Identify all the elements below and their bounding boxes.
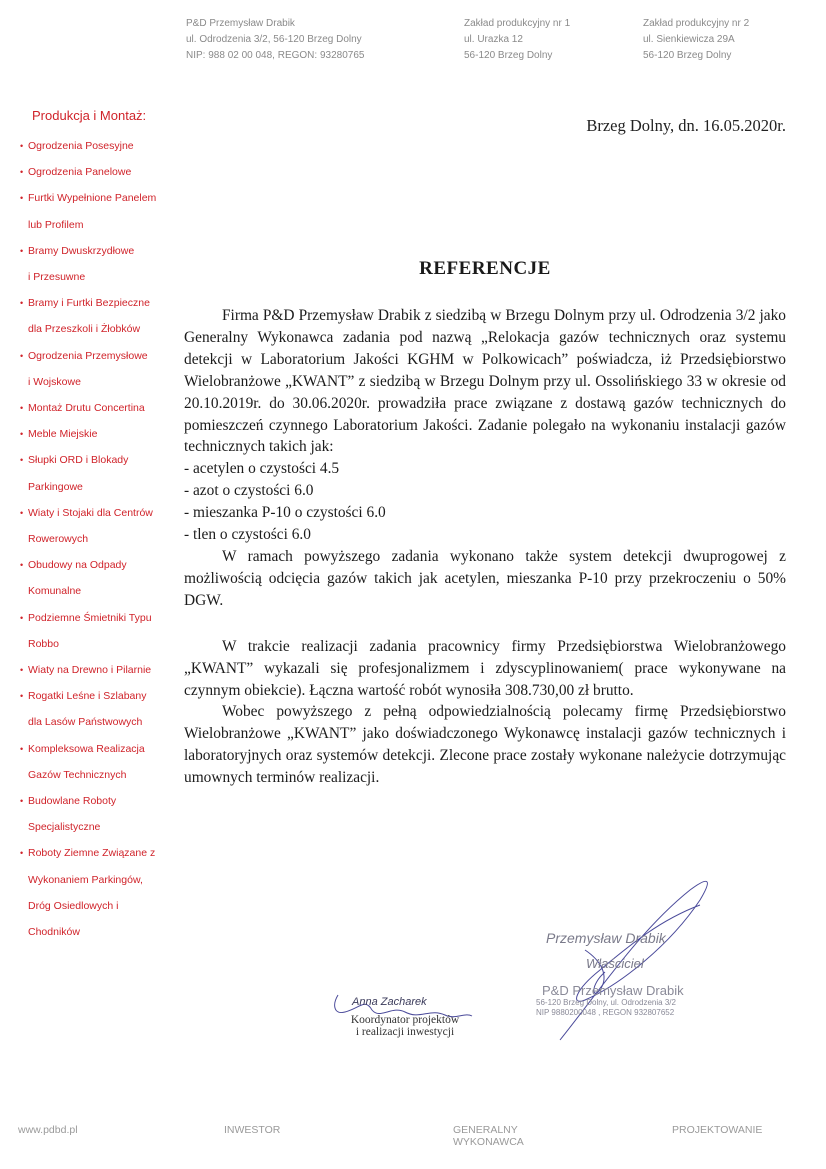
sidebar-item-label: Rowerowych	[28, 533, 89, 546]
signatory-name-left: Anna Zacharek	[352, 996, 427, 1008]
bullet-icon: •	[20, 743, 24, 754]
footer-design: PROJEKTOWANIE	[672, 1124, 763, 1136]
sidebar-item	[18, 552, 174, 604]
sidebar-item-label: Specjalistyczne	[28, 821, 101, 834]
bullet-icon: •	[20, 665, 24, 676]
sidebar-item-label: Parkingowe	[28, 480, 83, 493]
bullet-icon: •	[20, 193, 24, 204]
signatory-role-left-2: i realizacji inwestycji	[355, 1026, 455, 1038]
sidebar-item-label: Ogrodzenia Posesyjne	[28, 140, 134, 152]
signatory-role-left: Koordynator projektów	[350, 1014, 460, 1026]
sidebar-item-label: Bramy Dwuskrzydłowe	[28, 244, 135, 257]
plant1-header	[464, 16, 570, 64]
company-name: P&D Przemysław Drabik	[186, 18, 295, 29]
plant2-street: ul. Sienkiewicza 29A	[643, 34, 735, 45]
bullet-icon: •	[20, 560, 24, 571]
sidebar-services	[18, 108, 174, 945]
sidebar-list	[18, 133, 174, 945]
signatory-role-right: Właściciel	[586, 956, 644, 971]
paragraph-detection: W ramach powyższego zadania wykonano także system detekcji dwuprogowej z możliwością odcięcia gazów takich jak acetylen, mieszanka P-10 przy przekroczeniu o 50% DGW.	[184, 547, 786, 609]
sidebar-item-label: Kompleksowa Realizacja	[28, 742, 145, 755]
sidebar-item-label: Komunalne	[28, 585, 82, 598]
sidebar-item-label: lub Profilem	[28, 218, 84, 231]
footer-website: www.pdbd.pl	[18, 1124, 78, 1136]
bullet-icon: •	[20, 848, 24, 859]
sidebar-item-label: i Przesuwne	[28, 271, 86, 284]
sidebar-item	[18, 159, 174, 185]
sidebar-item-label: Dróg Osiedlowych i	[28, 899, 119, 912]
sidebar-item-label: Wykonaniem Parkingów,	[28, 873, 143, 886]
paragraph-intro: Firma P&D Przemysław Drabik z siedzibą w Brzegu Dolnym przy ul. Odrodzenia 3/2 jako Generalny Wykonawca zadania pod nazwą „Relokacja gazów technicznych oraz systemu detekcji w Laboratorium Jakości KGHM w Polkowicach” poświadcza, iż Przedsiębiorstwo Wielobranżowe „KWANT” z siedzibą w Brzegu Dolnym przy ul. Ossolińskiego 33 w okresie od 20.10.2019r. do 30.06.2020r. prowadziła prace związane z dostawą gazów technicznych do pomieszczeń czynnego Laboratorium Jakości. Zadanie polegało na wykonaniu instalacji gazów technicznych takich jak:	[184, 307, 786, 456]
plant1-city: 56-120 Brzeg Dolny	[464, 50, 553, 61]
sidebar-item-label: Chodników	[28, 926, 80, 939]
stamp-ids: NIP 9880200048 , REGON 932807652	[536, 1008, 675, 1017]
bullet-icon: •	[20, 429, 24, 440]
bullet-icon: •	[20, 350, 24, 361]
sidebar-item	[18, 185, 174, 237]
sidebar-item	[18, 447, 174, 499]
sidebar-item-label: Ogrodzenia Panelowe	[28, 166, 132, 179]
sidebar-item	[18, 133, 174, 159]
signatory-name-right: Przemysław Drabik	[546, 930, 666, 946]
bullet-icon: •	[20, 612, 24, 623]
bullet-icon: •	[20, 403, 24, 414]
footer-general-contractor	[453, 1124, 524, 1148]
paragraph-recommendation: Wobec powyższego z pełną odpowiedzialnością polecamy firmę Przedsiębiorstwo Wielobranżowe „KWANT” jako doświadczonego Wykonawcę instalacji gazów technicznych i laboratoryjnych oraz systemów detekcji. Zlecone prace zostały wykonane należycie dotrzymując umownych terminów realizacji.	[184, 703, 786, 787]
sidebar-item	[18, 657, 174, 683]
sidebar-item-label: Roboty Ziemne Związane z	[28, 847, 156, 860]
signature-block-left	[330, 996, 480, 1038]
bullet-icon: •	[20, 298, 24, 309]
sidebar-item	[18, 343, 174, 395]
footer-general-line2: WYKONAWCA	[453, 1136, 524, 1148]
sidebar-item-label: dla Lasów Państwowych	[28, 716, 143, 729]
stamp-address: 56-120 Brzeg Dolny, ul. Odrodzenia 3/2	[536, 998, 676, 1007]
plant2-title: Zakład produkcyjny nr 2	[643, 18, 750, 29]
footer-general-line1: GENERALNY	[453, 1124, 518, 1136]
sidebar-item	[18, 500, 174, 552]
sidebar-item	[18, 605, 174, 657]
bullet-icon: •	[20, 141, 24, 151]
company-header	[186, 16, 364, 64]
paragraph-performance: W trakcie realizacji zadania pracownicy firmy Przedsiębiorstwa Wielobranżowego „KWANT” wykazali się profesjonalizmem i zdyscyplinowaniem( prace wykonywane na czynnym obiekcie). Łączna wartość robót wynosiła 308.730,00 zł brutto.	[184, 637, 786, 699]
sidebar-item-label: dla Przeszkoli i Żłobków	[28, 323, 141, 336]
sidebar-item-label: Rogatki Leśne i Szlabany	[28, 690, 147, 703]
sidebar-item	[18, 421, 174, 447]
bullet-icon: •	[20, 455, 24, 466]
list-item: - acetylen o czystości 4.5	[184, 460, 340, 478]
sidebar-item-label: Montaż Drutu Concertina	[28, 402, 145, 415]
company-stamp	[530, 930, 730, 1018]
footer-investor: INWESTOR	[224, 1124, 281, 1136]
sidebar-item	[18, 788, 174, 840]
sidebar-item-label: Obudowy na Odpady	[28, 559, 127, 572]
sidebar-item	[18, 840, 174, 945]
plant2-city: 56-120 Brzeg Dolny	[643, 50, 732, 61]
bullet-icon: •	[20, 507, 24, 518]
sidebar-title: Produkcja i Montaż:	[32, 108, 147, 123]
stamp-company-name: P&D Przemysław Drabik	[542, 983, 684, 998]
list-item: - mieszanka P-10 o czystości 6.0	[184, 504, 386, 522]
bullet-icon: •	[20, 167, 24, 178]
plant1-street: ul. Urazka 12	[464, 34, 523, 45]
sidebar-item-label: i Wojskowe	[28, 375, 81, 388]
sidebar-item-label: Wiaty i Stojaki dla Centrów	[28, 506, 153, 519]
plant1-title: Zakład produkcyjny nr 1	[464, 18, 571, 29]
sidebar-item-label: Budowlane Roboty	[28, 795, 117, 808]
company-address: ul. Odrodzenia 3/2, 56-120 Brzeg Dolny	[186, 34, 362, 45]
bullet-icon: •	[20, 245, 24, 256]
sidebar-item	[18, 736, 174, 788]
sidebar-item-label: Robbo	[28, 637, 59, 650]
letter-body	[184, 305, 786, 789]
list-item: - azot o czystości 6.0	[184, 482, 314, 500]
plant2-header	[643, 16, 749, 64]
company-ids: NIP: 988 02 00 048, REGON: 93280765	[186, 50, 365, 61]
bullet-icon: •	[20, 691, 24, 702]
sidebar-item	[18, 395, 174, 421]
sidebar-item	[18, 290, 174, 342]
letter-title: REFERENCJE	[419, 258, 551, 279]
sidebar-item-label: Wiaty na Drewno i Pilarnie	[28, 664, 152, 677]
bullet-icon: •	[20, 796, 24, 807]
sidebar-item-label: Podziemne Śmietniki Typu	[28, 611, 152, 624]
sidebar-item-label: Gazów Technicznych	[28, 768, 127, 781]
sidebar-item	[18, 238, 174, 290]
sidebar-item-label: Bramy i Furtki Bezpieczne	[28, 297, 150, 310]
sidebar-item-label: Ogrodzenia Przemysłowe	[28, 349, 148, 362]
sidebar-item-label: Meble Miejskie	[28, 428, 98, 441]
list-item: - tlen o czystości 6.0	[184, 526, 311, 544]
sidebar-item	[18, 683, 174, 735]
sidebar-item-label: Furtki Wypełnione Panelem	[28, 192, 157, 205]
sidebar-item-label: Słupki ORD i Blokady	[28, 454, 129, 467]
letter-date: Brzeg Dolny, dn. 16.05.2020r.	[586, 116, 786, 135]
